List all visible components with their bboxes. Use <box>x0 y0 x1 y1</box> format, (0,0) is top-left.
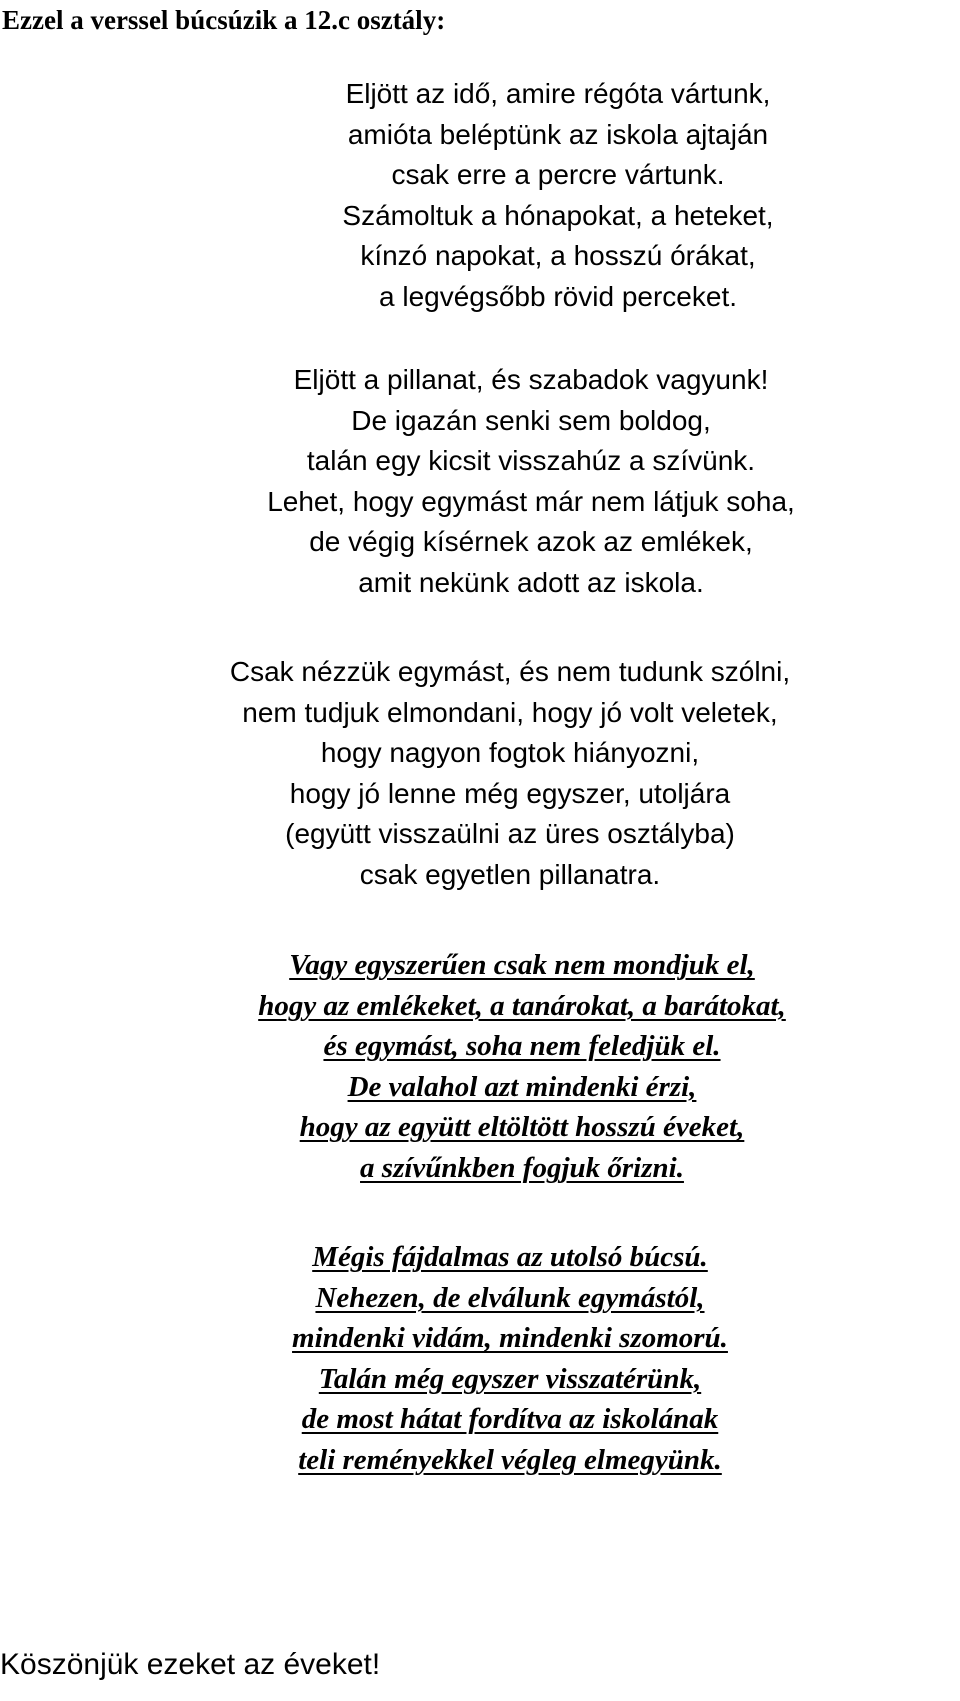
poem-line: kínzó napokat, a hosszú órákat, <box>360 240 756 271</box>
poem-line: hogy az együtt eltöltött hosszú éveket, <box>299 1111 745 1143</box>
poem-line: nem tudjuk elmondani, hogy jó volt veletek, <box>242 696 778 728</box>
poem-line: a legvégsőbb rövid perceket. <box>379 280 737 312</box>
poem-line: Vagy egyszerűen csak nem mondjuk el, <box>289 949 755 981</box>
poem-line: Nehezen, de elválunk egymástól, <box>315 1281 705 1314</box>
poem-line: amióta beléptünk az iskola ajtaján <box>347 118 769 150</box>
stanza-3 <box>80 652 940 895</box>
poem-line: Eljött a pillanat, és szabadok vagyunk! <box>293 364 769 395</box>
page-title: Ezzel a verssel búcsúzik a 12.c osztály: <box>2 5 446 35</box>
poem-line: Számoltuk a hónapokat, a heteket, <box>342 199 774 231</box>
poem-line: amit nekünk adott az iskola. <box>358 566 704 598</box>
poem-line: csak egyetlen pillanatra. <box>359 858 661 890</box>
poem-line: De valahol azt mindenki érzi, <box>347 1070 697 1103</box>
poem-line: Talán még egyszer visszatérünk, <box>318 1362 702 1395</box>
poem-line: hogy az emlékeket, a tanárokat, a barátokat, <box>258 989 786 1022</box>
poem-line: Mégis fájdalmas az utolsó búcsú. <box>312 1241 708 1273</box>
poem-line: mindenki vidám, mindenki szomorú. <box>292 1322 728 1354</box>
poem-line: csak erre a percre vártunk. <box>391 159 725 190</box>
closing-line: Köszönjük ezeket az éveket! <box>0 1648 381 1681</box>
poem-line: hogy nagyon fogtok hiányozni, <box>320 737 700 768</box>
poem-line: de végig kísérnek azok az emlékek, <box>309 526 753 557</box>
poem-line: Eljött az idő, amire régóta vártunk, <box>345 78 771 109</box>
poem-line: és egymást, soha nem feledjük el. <box>323 1030 721 1062</box>
poem-line: de most hátat fordítva az iskolának <box>301 1403 719 1435</box>
poem-line: talán egy kicsit visszahúz a szívünk. <box>306 445 756 476</box>
stanza-1 <box>158 74 958 317</box>
poem-line: teli reményekkel végleg elmegyünk. <box>298 1443 722 1476</box>
poem-line: a szívűnkben fogjuk őrizni. <box>360 1151 684 1184</box>
poem-line: (együtt visszaülni az üres osztályba) <box>285 818 735 849</box>
stanza-5 <box>80 1237 940 1480</box>
stanza-2 <box>111 360 951 603</box>
poem-line: De igazán senki sem boldog, <box>351 404 711 436</box>
poem-line: Lehet, hogy egymást már nem látjuk soha, <box>267 485 795 517</box>
stanza-4 <box>92 945 952 1188</box>
poem-line: Csak nézzük egymást, és nem tudunk szólni, <box>229 656 791 687</box>
poem-line: hogy jó lenne még egyszer, utoljára <box>289 777 731 809</box>
